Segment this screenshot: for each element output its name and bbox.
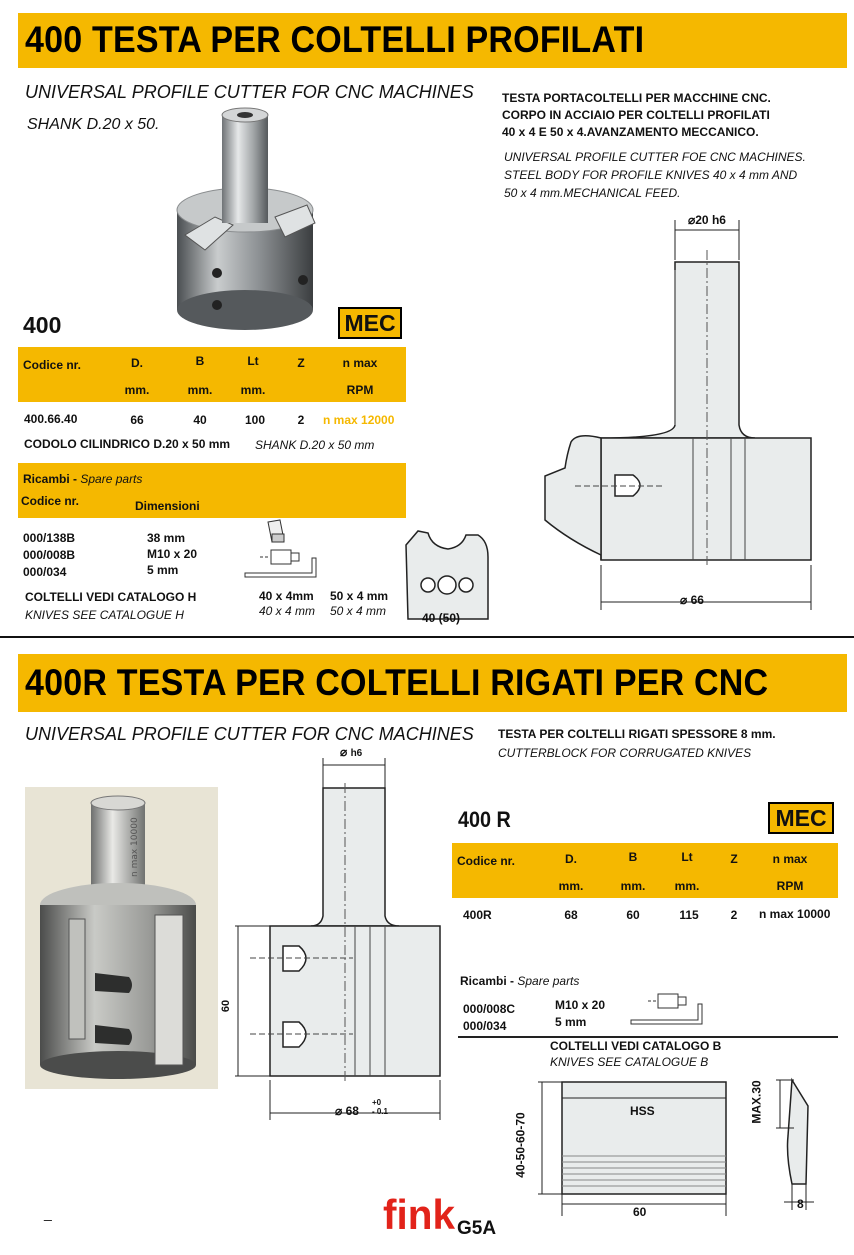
spare-dim: 38 mm	[147, 531, 186, 545]
screw-icon	[658, 994, 678, 1008]
page-code: G5A	[457, 1218, 497, 1239]
section2-shank-dim	[340, 745, 362, 759]
section1-subtitle: UNIVERSAL PROFILE CUTTER FOR CNC MACHINES	[25, 82, 474, 102]
section1-body-dim	[680, 593, 704, 607]
screw-slot	[615, 475, 640, 496]
spare-code: 000/138B	[23, 531, 76, 545]
section1-model: 400	[23, 312, 62, 338]
desc-it-line: 40 x 4 E 50 x 4.AVANZAMENTO MECCANICO.	[502, 125, 759, 139]
table-header-nmax: n max	[342, 356, 378, 370]
section1-title: 400 TESTA PER COLTELLI PROFILATI	[25, 19, 645, 60]
section1-product-photo	[175, 105, 335, 335]
hss-knife-body	[562, 1082, 726, 1194]
knife-profile-side	[545, 436, 601, 555]
table-unit-lt: mm.	[240, 383, 266, 397]
spares-col-dim: Dimensioni	[135, 499, 200, 513]
footer-mark: _	[44, 1205, 52, 1221]
photo-knife-left	[69, 919, 85, 1039]
body-dim-value: 66	[690, 593, 704, 607]
section2-body-tol	[372, 1098, 388, 1116]
section2-technical-drawing	[225, 758, 455, 1123]
knife-max-label: MAX.30	[749, 1080, 764, 1124]
section2-spare-part-icons	[628, 990, 710, 1028]
hss-height-label: 40-50-60-70	[513, 1112, 528, 1178]
section1-desc-en	[504, 148, 806, 202]
section1-shank-line-it: CODOLO CILINDRICO D.20 x 50 mm	[24, 437, 231, 451]
section2-body-dim	[335, 1104, 359, 1118]
section1-shank-note: SHANK D.20 x 50.	[27, 116, 160, 133]
section2-photo-art	[25, 787, 218, 1089]
spare-dim: 5 mm	[147, 563, 179, 577]
spares-title-en: Spare parts	[517, 974, 580, 988]
spare-code: 000/008C	[463, 1002, 516, 1016]
shank-outline	[601, 262, 755, 438]
section2-spares-dims	[555, 997, 605, 1031]
section1-shank-line-en: SHANK D.20 x 50 mm	[255, 438, 375, 452]
table-cell-d: 68	[564, 908, 578, 922]
spare-dim: M10 x 20	[147, 547, 198, 561]
table-unit-rpm: RPM	[346, 383, 374, 397]
section-divider	[0, 636, 854, 638]
section2-desc-en: CUTTERBLOCK FOR CORRUGATED KNIVES	[498, 746, 752, 760]
section2-spares-codes	[463, 1001, 515, 1035]
table-unit-rpm: RPM	[776, 879, 804, 893]
desc-it-line: TESTA PORTACOLTELLI PER MACCHINE CNC.	[502, 91, 771, 105]
section2-desc-it: TESTA PER COLTELLI RIGATI SPESSORE 8 mm.	[498, 727, 776, 741]
photo-knife	[155, 915, 183, 1065]
section1-knives-it: COLTELLI VEDI CATALOGO H	[25, 590, 197, 604]
table-cell-d: 66	[130, 413, 144, 427]
table-cell-code: 400.66.40	[24, 412, 78, 426]
section2-product-photo	[25, 787, 218, 1089]
section1-knife-size-a-it: 40 x 4 mm	[259, 604, 316, 618]
section1-spares-codes	[23, 530, 75, 581]
spares-title-it: Ricambi -	[460, 974, 515, 988]
spares-title-en: Spare parts	[80, 472, 143, 486]
knife-hole-right	[459, 578, 473, 592]
screw-head-icon	[291, 553, 299, 561]
diameter-icon: ⌀	[680, 593, 688, 607]
desc-en-line: UNIVERSAL PROFILE CUTTER FOE CNC MACHINES.	[504, 150, 806, 164]
section2-title: 400R TESTA PER COLTELLI RIGATI PER CNC	[25, 662, 769, 703]
knife-thickness-label: 8	[797, 1197, 804, 1211]
spares-col-code: Codice nr.	[21, 494, 80, 508]
tol-plus: +0	[372, 1098, 382, 1107]
section1-desc-it	[502, 90, 771, 141]
table-unit-b: mm.	[620, 879, 646, 893]
body-dim-value: 68	[345, 1104, 359, 1118]
diameter-icon: ⌀	[340, 745, 348, 759]
shank-dim-tol: h6	[350, 748, 363, 759]
table-cell-code: 400R	[463, 908, 492, 922]
table-header-nmax: n max	[772, 852, 808, 866]
spare-code: 000/034	[463, 1019, 507, 1033]
section1-shank-dim	[688, 213, 726, 227]
shank-dim-value: 20	[695, 213, 709, 227]
knife-hole-center	[438, 576, 456, 594]
table-unit-d: mm.	[124, 383, 150, 397]
knife-profile-outline	[406, 531, 488, 619]
desc-it-line: CORPO IN ACCIAIO PER COLTELLI PROFILATI	[502, 108, 770, 122]
screw-head-icon	[678, 997, 686, 1005]
table-header-code: Codice nr.	[23, 358, 82, 372]
table-cell-b: 60	[626, 908, 640, 922]
hss-material-label: HSS	[630, 1104, 655, 1118]
table-unit-lt: mm.	[674, 879, 700, 893]
hss-width-label: 60	[633, 1205, 647, 1219]
spare-dim: M10 x 20	[555, 998, 606, 1012]
brand-logo	[383, 1193, 458, 1243]
section1-mec-badge: MEC	[338, 307, 402, 339]
section2-model: 400 R	[458, 807, 511, 832]
tol-minus: - 0.1	[372, 1107, 389, 1116]
table-cell-nmax: n max 12000	[323, 413, 395, 427]
desc-en-line: STEEL BODY FOR PROFILE KNIVES 40 x 4 mm AND	[504, 168, 798, 182]
section1-spare-part-icons	[240, 518, 320, 580]
section1-knife-width: 40 (50)	[422, 611, 461, 625]
brand-logo-text: fink	[383, 1191, 456, 1238]
photo-engraving: n max 10000	[130, 817, 140, 877]
knife-hole-left	[421, 578, 435, 592]
spare-code: 000/034	[23, 565, 67, 579]
desc-en-line: 50 x 4 mm.MECHANICAL FEED.	[504, 186, 681, 200]
table-header-z: Z	[730, 852, 738, 866]
table-header-lt: Lt	[681, 850, 693, 864]
shank-outline	[311, 788, 399, 926]
photo-shank-top	[91, 796, 145, 810]
knife-side-profile	[788, 1080, 809, 1184]
gib-base-icon	[272, 534, 284, 542]
section1-technical-drawing	[535, 210, 825, 615]
table-header-code: Codice nr.	[457, 854, 516, 868]
section2-subtitle: UNIVERSAL PROFILE CUTTER FOR CNC MACHINES	[25, 724, 474, 744]
table-header-d: D.	[131, 356, 143, 370]
spares-title-it: Ricambi -	[23, 472, 78, 486]
diameter-icon: ⌀	[335, 1104, 343, 1118]
spare-dim: 5 mm	[555, 1015, 587, 1029]
section2-knives-en: KNIVES SEE CATALOGUE B	[550, 1055, 709, 1069]
table-cell-b: 40	[193, 413, 207, 427]
table-cell-lt: 115	[679, 908, 699, 922]
table-unit-b: mm.	[187, 383, 213, 397]
section1-knife-size-b: 50 x 4 mm	[330, 589, 389, 603]
shank-dim-tol: h6	[711, 213, 726, 227]
table-header-d: D.	[565, 852, 577, 866]
diameter-icon: ⌀	[688, 213, 696, 227]
section1-knives-en: KNIVES SEE CATALOGUE H	[25, 608, 184, 622]
section2-mec-badge: MEC	[768, 802, 834, 834]
screw-icon	[271, 550, 291, 564]
section1-spares-dims	[147, 530, 197, 578]
table-unit-d: mm.	[558, 879, 584, 893]
section2-height-dim: 60	[220, 999, 233, 1013]
table-cell-nmax: n max 10000	[759, 907, 831, 921]
table-header-b: B	[195, 354, 205, 368]
table-header-b: B	[628, 850, 638, 864]
table-header-lt: Lt	[247, 354, 259, 368]
section1-knife-size-a: 40 x 4mm	[259, 589, 314, 603]
section2-spares-separator	[458, 1036, 838, 1038]
body-outline	[601, 438, 811, 560]
section1-spares-title	[23, 472, 142, 486]
section1-knife-size-b-it: 50 x 4 mm	[330, 604, 387, 618]
section2-spares-title	[460, 974, 579, 988]
section2-knives-it: COLTELLI VEDI CATALOGO B	[550, 1039, 722, 1053]
table-cell-z: 2	[297, 413, 305, 427]
table-header-z: Z	[297, 356, 305, 370]
table-cell-z: 2	[730, 908, 738, 922]
section2-hss-knife-drawing	[518, 1076, 818, 1216]
table-cell-lt: 100	[244, 413, 266, 427]
spare-code: 000/008B	[23, 548, 76, 562]
